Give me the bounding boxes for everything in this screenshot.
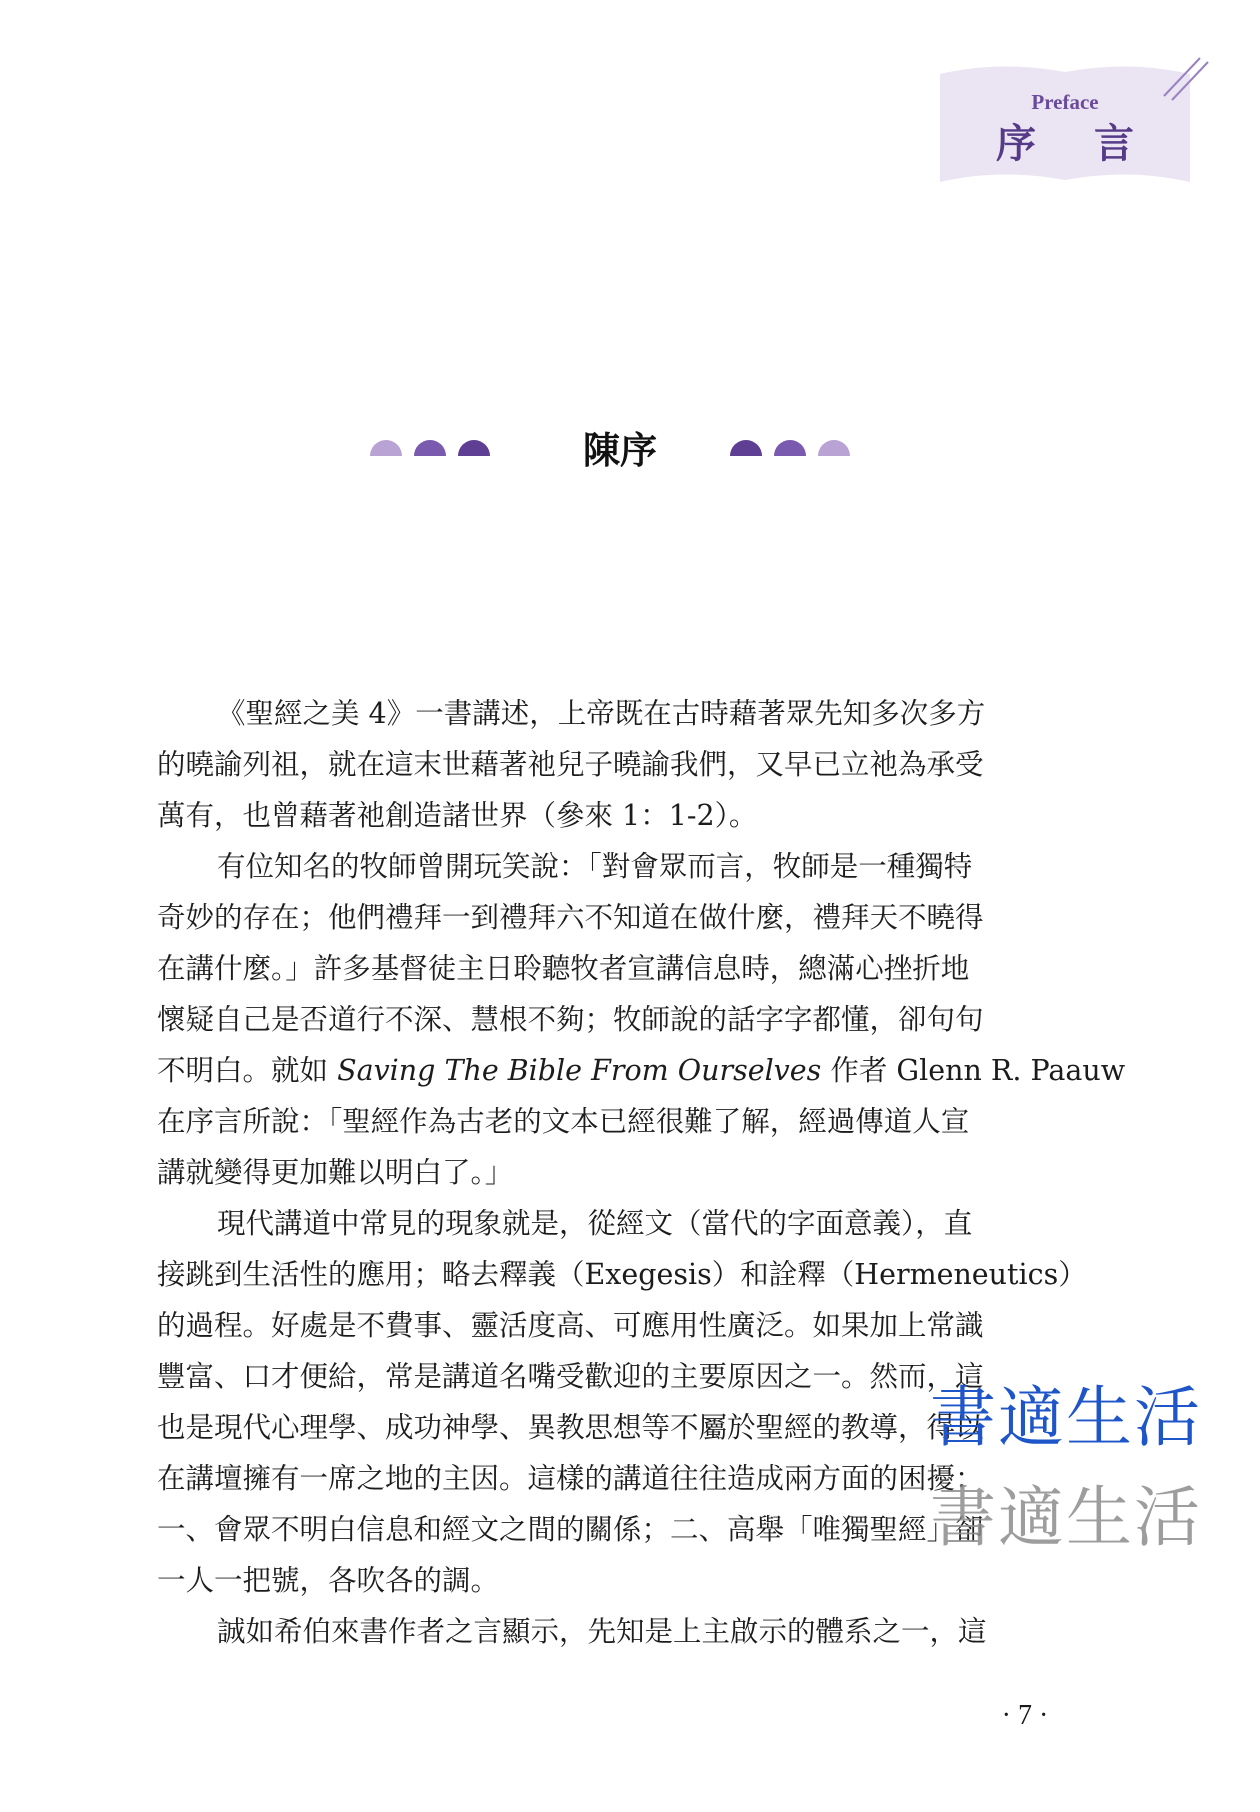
section-title-row	[360, 420, 880, 470]
text-line: 萬有，也曾藉著祂創造諸世界（參來 1：1-2）。	[157, 799, 758, 832]
text-line: 在序言所說：「聖經作為古老的文本已經很難了解，經過傳道人宣	[157, 1105, 970, 1138]
page-number: · 7 ·	[1001, 1700, 1049, 1731]
header-label-zh: 序 言	[996, 120, 1156, 167]
book-title-italic: Saving The Bible From Ourselves	[337, 1054, 822, 1087]
text-line: 的過程。好處是不費事、靈活度高、可應用性廣泛。如果加上常識	[157, 1309, 984, 1342]
decorative-dots-left-icon	[370, 434, 510, 458]
text-line: 《聖經之美 4》一書講述，上帝既在古時藉著眾先知多次多方	[217, 697, 986, 730]
text-line: 現代講道中常見的現象就是，從經文（當代的字面意義），直	[217, 1207, 973, 1240]
text-line: 講就變得更加難以明白了。」	[157, 1156, 514, 1189]
text-line: 的曉諭列祖，就在這末世藉著祂兒子曉諭我們，又早已立祂為承受	[157, 748, 984, 781]
preface-header-tab	[940, 60, 1190, 195]
header-label-en: Preface	[1031, 90, 1099, 114]
text-line: 也是現代心理學、成功神學、異教思想等不屬於聖經的教導，得以	[157, 1411, 984, 1444]
text-line: 在講什麼。」許多基督徒主日聆聽牧者宣講信息時，總滿心挫折地	[157, 952, 970, 985]
text-line: 一、會眾不明白信息和經文之間的關係；二、高舉「唯獨聖經」卻	[157, 1513, 984, 1546]
text-line: 豐富、口才便給，常是講道名嘴受歡迎的主要原因之一。然而，這	[157, 1360, 984, 1393]
text-line: 奇妙的存在；他們禮拜一到禮拜六不知道在做什麼，禮拜天不曉得	[157, 901, 984, 934]
text-line: 懷疑自己是否道行不深、慧根不夠；牧師說的話字字都懂，卻句句	[157, 1003, 984, 1036]
decorative-dots-right-icon	[730, 434, 870, 458]
text-line: 接跳到生活性的應用；略去釋義（Exegesis）和詮釋（Hermeneutics）	[157, 1258, 1087, 1291]
text-line: 有位知名的牧師曾開玩笑說：「對會眾而言，牧師是一種獨特	[217, 850, 973, 883]
text-line: 不明白。就如 Saving The Bible From Ourselves 作者 Glenn R. Paauw	[157, 1054, 1126, 1087]
text-line: 誠如希伯來書作者之言顯示，先知是上主啟示的體系之一，這	[217, 1615, 987, 1648]
text-line: 在講壇擁有一席之地的主因。這樣的講道往往造成兩方面的困擾：	[157, 1462, 984, 1495]
decorative-slash-icon	[1160, 52, 1210, 102]
watermark-blue: 書適生活	[930, 1379, 1202, 1456]
text-line: 一人一把號，各吹各的調。	[157, 1564, 500, 1597]
watermark-gray: 書適生活	[930, 1479, 1202, 1556]
section-title: 陳序	[583, 428, 657, 472]
